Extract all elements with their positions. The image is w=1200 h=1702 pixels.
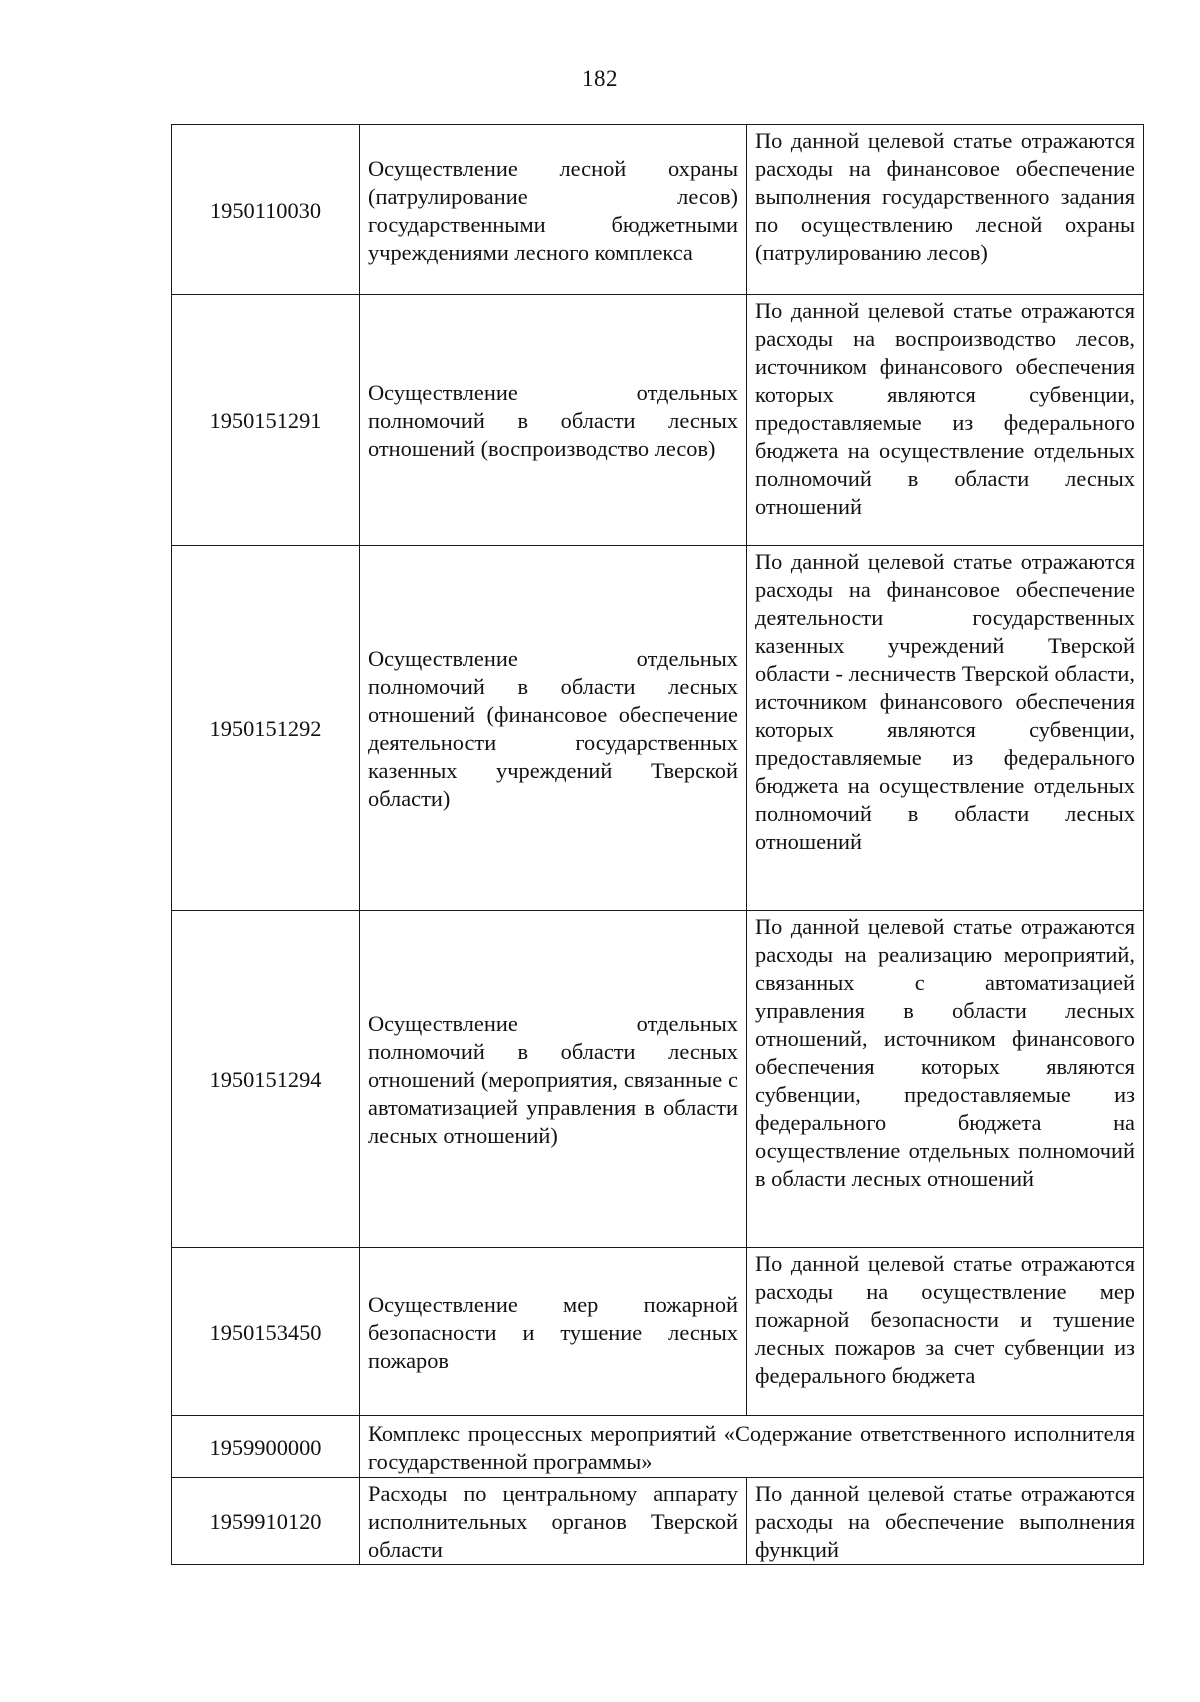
- table-row: [172, 546, 1144, 911]
- table-row: [172, 125, 1144, 295]
- table-row: [172, 295, 1144, 546]
- row-name: Расходы по центральному аппарату исполнительных органов Тверской области: [360, 1478, 747, 1565]
- row-description: По данной целевой статье отражаются расходы на финансовое обеспечение деятельности государственных казенных учреждений Тверской области - лесничеств Тверской области, источником финансового обеспечения которых являются субвенции, предоставляемые из федерального бюджета на осуществление отдельных полномочий в области лесных отношений: [747, 546, 1144, 911]
- row-name: Осуществление лесной охраны (патрулирование лесов) государственными бюджетными учреждениями лесного комплекса: [360, 125, 747, 295]
- row-code: 1959900000: [172, 1416, 360, 1478]
- row-code: 1950153450: [172, 1248, 360, 1416]
- table-row: [172, 911, 1144, 1248]
- row-description: По данной целевой статье отражаются расходы на реализацию мероприятий, связанных с автоматизацией управления в области лесных отношений, источником финансового обеспечения которых являются субвенции, предоставляемые из федерального бюджета на осуществление отдельных полномочий в области лесных отношений: [747, 911, 1144, 1248]
- row-name: Осуществление отдельных полномочий в области лесных отношений (финансовое обеспечение деятельности государственных казенных учреждений Тверской области): [360, 546, 747, 911]
- table-row: [172, 1478, 1144, 1565]
- row-code: 1959910120: [172, 1478, 360, 1565]
- table-row: [172, 1248, 1144, 1416]
- target-articles-table: [171, 124, 1144, 1565]
- table-row: [172, 1416, 1144, 1478]
- row-code: 1950151292: [172, 546, 360, 911]
- row-description: По данной целевой статье отражаются расходы на воспроизводство лесов, источником финансового обеспечения которых являются субвенции, предоставляемые из федерального бюджета на осуществление отдельных полномочий в области лесных отношений: [747, 295, 1144, 546]
- row-code: 1950151291: [172, 295, 360, 546]
- row-code: 1950110030: [172, 125, 360, 295]
- row-description: По данной целевой статье отражаются расходы на финансовое обеспечение выполнения государственного задания по осуществлению лесной охраны (патрулированию лесов): [747, 125, 1144, 295]
- row-merged-title: Комплекс процессных мероприятий «Содержание ответственного исполнителя государственной программы»: [360, 1416, 1144, 1478]
- page-number: 182: [582, 66, 618, 91]
- row-name: Осуществление отдельных полномочий в области лесных отношений (воспроизводство лесов): [360, 295, 747, 546]
- row-description: По данной целевой статье отражаются расходы на осуществление мер пожарной безопасности и тушение лесных пожаров за счет субвенции из федерального бюджета: [747, 1248, 1144, 1416]
- row-code: 1950151294: [172, 911, 360, 1248]
- row-name: Осуществление мер пожарной безопасности и тушение лесных пожаров: [360, 1248, 747, 1416]
- row-name: Осуществление отдельных полномочий в области лесных отношений (мероприятия, связанные с автоматизацией управления в области лесных отношений): [360, 911, 747, 1248]
- row-description: По данной целевой статье отражаются расходы на обеспечение выполнения функций: [747, 1478, 1144, 1565]
